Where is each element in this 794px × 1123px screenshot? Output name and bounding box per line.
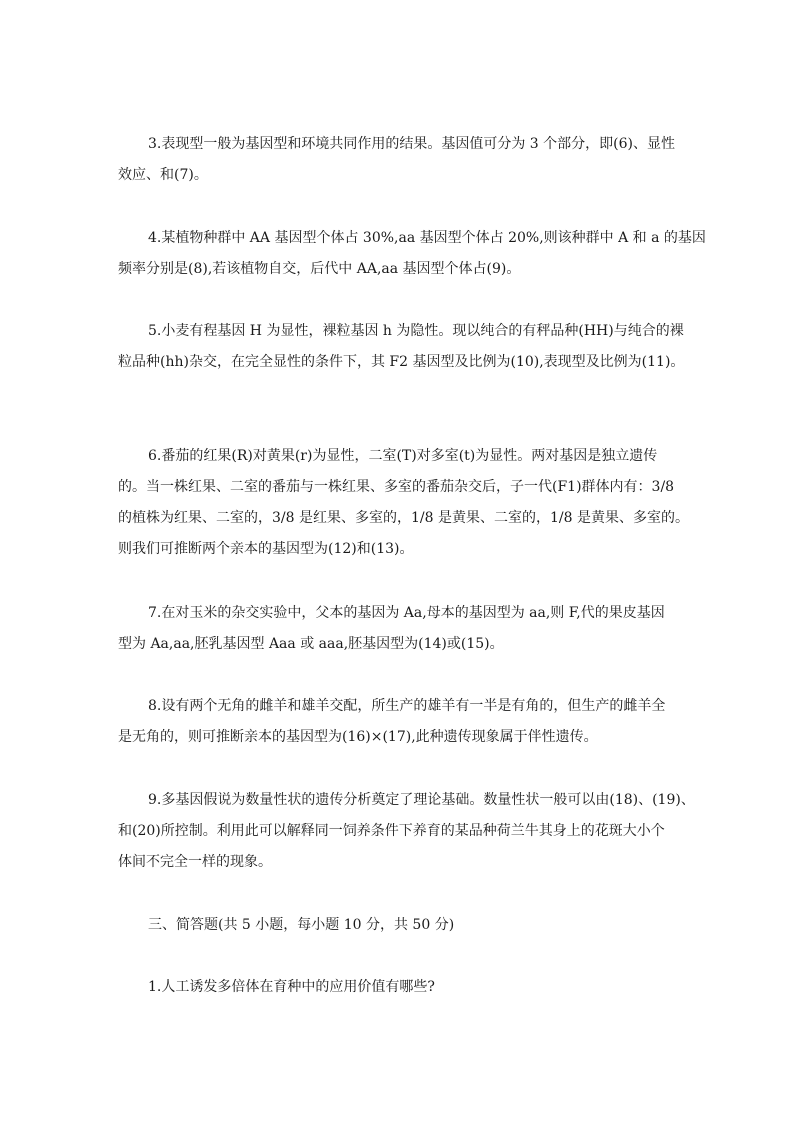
question-1: 1.人工诱发多倍体在育种中的应用价值有哪些? bbox=[148, 979, 435, 995]
item-6-line-2: 的。当一株红果、二室的番茄与一株红果、多室的番茄杂交后，子一代(F1)群体内有：3/8 bbox=[118, 479, 675, 495]
item-3-line-1: 3.表现型一般为基因型和环境共同作用的结果。基因值可分为 3 个部分，即(6)、显性 bbox=[148, 136, 675, 152]
item-4-line-2: 频率分别是(8),若该植物自交，后代中 AA,aa 基因型个体占(9)。 bbox=[118, 261, 521, 277]
item-5-line-1: 5.小麦有程基因 H 为显性，裸粒基因 h 为隐性。现以纯合的有秤品种(HH)与纯合的裸 bbox=[148, 323, 684, 339]
item-7-line-2: 型为 Aa,aa,胚乳基因型 Aaa 或 aaa,胚基因型为(14)或(15)。 bbox=[118, 636, 504, 652]
item-6-line-3: 的植株为红果、二室的，3/8 是红果、多室的，1/8 是黄果、二室的，1/8 是黄果、多室的。 bbox=[118, 510, 689, 526]
item-3-line-2: 效应、和(7)。 bbox=[118, 167, 208, 183]
item-7-line-1: 7.在对玉米的杂交实验中，父本的基因为 Aa,母本的基因型为 aa,则 F,代的果皮基因 bbox=[148, 605, 665, 621]
item-9-line-2: 和(20)所控制。利用此可以解释同一饲养条件下养育的某品种荷兰牛其身上的花斑大小个 bbox=[118, 823, 665, 839]
item-5-line-2: 粒品种(hh)杂交，在完全显性的条件下，其 F2 基因型及比例为(10),表现型及比例为(11)。 bbox=[118, 354, 685, 370]
item-8-line-2: 是无角的，则可推断亲本的基因型为(16)×(17),此种遗传现象属于伴性遗传。 bbox=[118, 729, 598, 745]
item-8-line-1: 8.设有两个无角的雌羊和雄羊交配，所生产的雄羊有一半是有角的，但生产的雌羊全 bbox=[148, 698, 666, 714]
item-9-line-1: 9.多基因假说为数量性状的遗传分析奠定了理论基础。数量性状一般可以由(18)、(19)、 bbox=[148, 792, 695, 808]
section-heading: 三、简答题(共 5 小题，每小题 10 分，共 50 分) bbox=[148, 917, 455, 933]
item-9-line-3: 体间不完全一样的现象。 bbox=[118, 854, 272, 870]
item-6-line-4: 则我们可推断两个亲本的基因型为(12)和(13)。 bbox=[118, 541, 414, 557]
item-4-line-1: 4.某植物种群中 AA 基因型个体占 30%,aa 基因型个体占 20%,则该种群中 A 和 a 的基因 bbox=[148, 230, 706, 246]
item-6-line-1: 6.番茄的红果(R)对黄果(r)为显性，二室(T)对多室(t)为显性。两对基因是独立遗传 bbox=[148, 448, 658, 464]
